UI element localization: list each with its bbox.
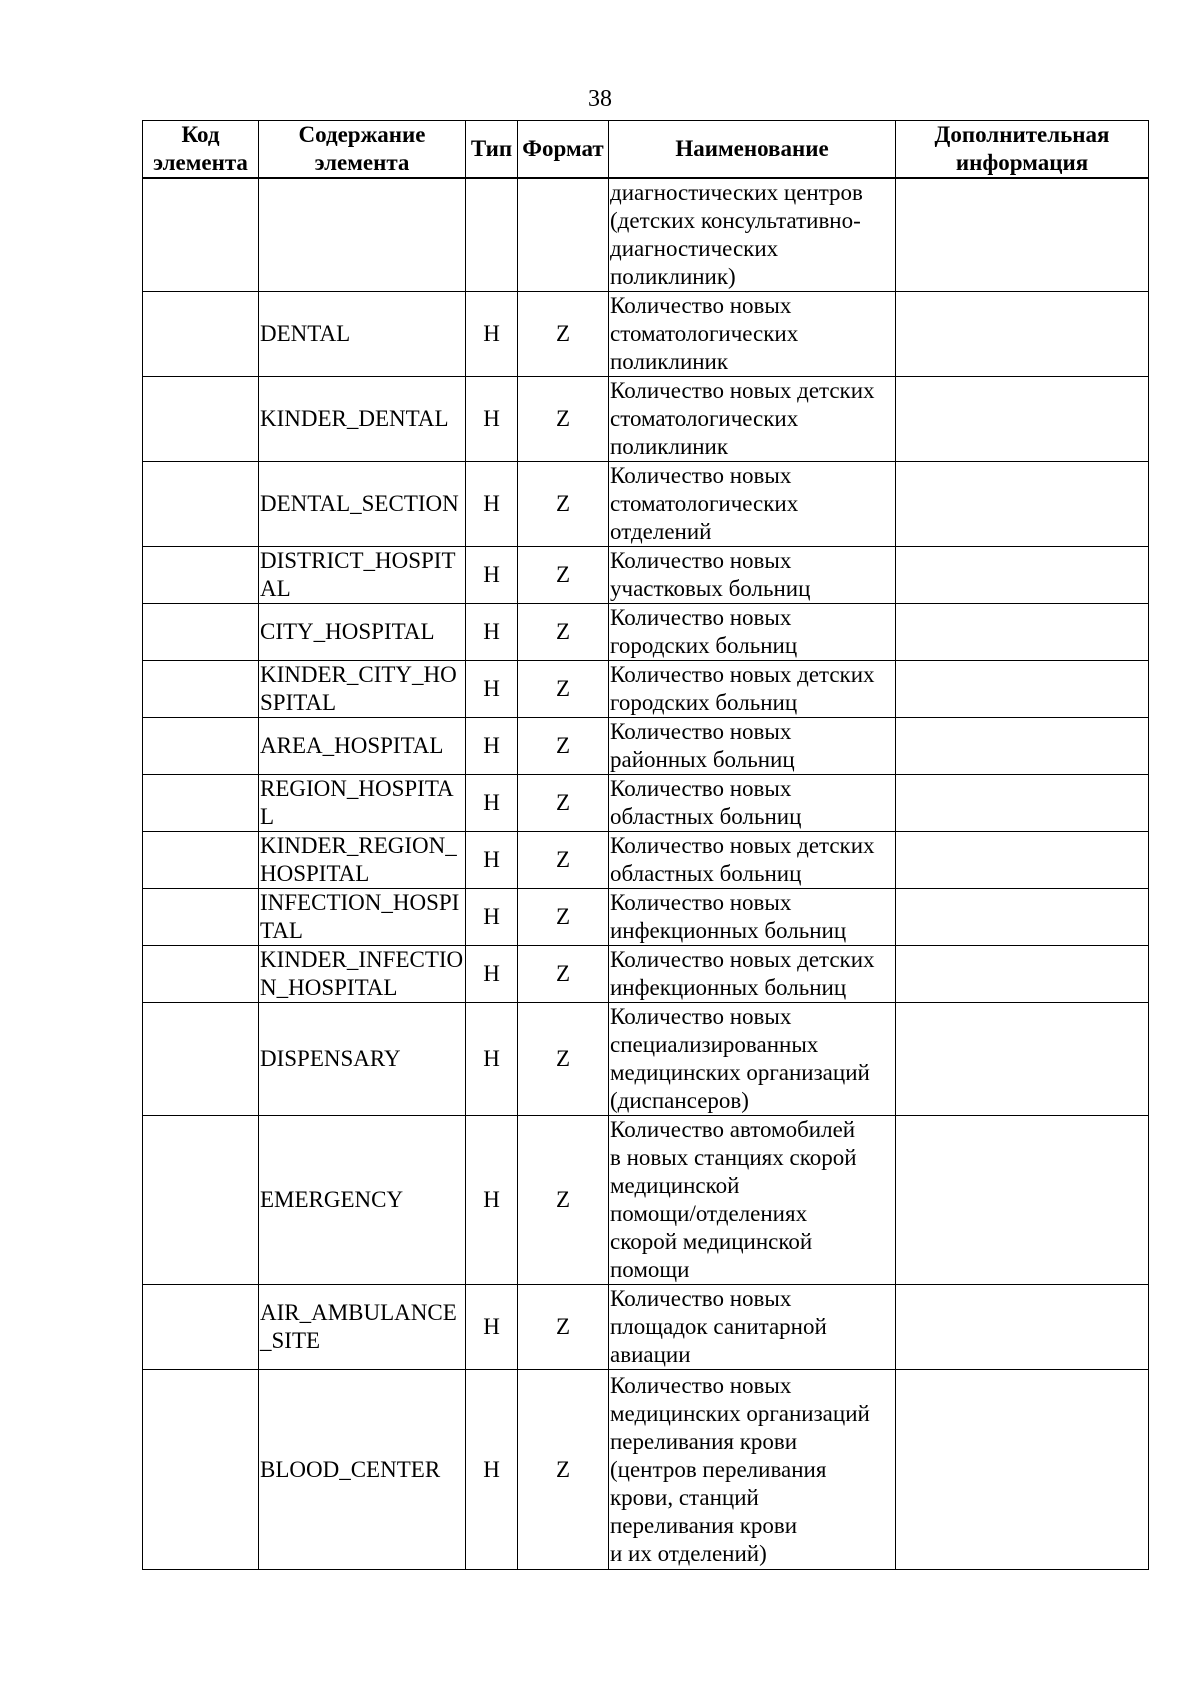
cell-content: DENTAL_SECTION — [259, 462, 466, 547]
cell-name — [609, 377, 896, 462]
cell-code — [143, 377, 259, 462]
cell-name-text: Количество новых стоматологических отделений — [610, 463, 799, 544]
header-extra: Дополнительная информация — [896, 121, 1149, 179]
cell-format: Z — [518, 1116, 609, 1285]
cell-name-text: Количество новых участковых больниц — [610, 548, 811, 601]
cell-code — [143, 178, 259, 292]
table-row — [143, 661, 1149, 718]
cell-extra — [896, 292, 1149, 377]
cell-code — [143, 832, 259, 889]
cell-type — [466, 178, 518, 292]
cell-type: H — [466, 1370, 518, 1570]
cell-name-text: Количество новых детских областных больниц — [610, 833, 875, 886]
cell-name-text: Количество автомобилей в новых станциях скорой медицинской помощи/отделениях скорой медицинской помощи — [610, 1117, 857, 1282]
cell-type: H — [466, 604, 518, 661]
cell-name-text: Количество новых городских больниц — [610, 605, 798, 658]
cell-format: Z — [518, 1285, 609, 1370]
cell-format — [518, 178, 609, 292]
cell-type: H — [466, 775, 518, 832]
cell-extra — [896, 462, 1149, 547]
cell-type: H — [466, 547, 518, 604]
header-code: Код элемента — [143, 121, 259, 179]
cell-code — [143, 718, 259, 775]
cell-name — [609, 946, 896, 1003]
cell-format: Z — [518, 832, 609, 889]
table-row — [143, 1003, 1149, 1116]
cell-name-text: Количество новых районных больниц — [610, 719, 795, 772]
cell-content: KINDER_CITY_HOSPITAL — [259, 661, 466, 718]
table-row — [143, 377, 1149, 462]
cell-name-text: Количество новых медицинских организаций переливания крови (центров переливания крови, станций переливания крови и их отделений) — [610, 1372, 870, 1566]
cell-type: H — [466, 661, 518, 718]
header-name: Наименование — [609, 121, 896, 179]
table-body — [143, 178, 1149, 1570]
cell-type: H — [466, 292, 518, 377]
cell-content: EMERGENCY — [259, 1116, 466, 1285]
cell-format: Z — [518, 604, 609, 661]
cell-type: H — [466, 1285, 518, 1370]
cell-code — [143, 604, 259, 661]
cell-extra — [896, 1370, 1149, 1570]
table-row — [143, 775, 1149, 832]
cell-name-text: Количество новых специализированных медицинских организаций (диспансеров) — [610, 1004, 870, 1113]
cell-name-text: Количество новых детских стоматологических поликлиник — [610, 378, 875, 459]
cell-format: Z — [518, 946, 609, 1003]
cell-name — [609, 718, 896, 775]
cell-name — [609, 775, 896, 832]
cell-type: H — [466, 377, 518, 462]
cell-name — [609, 889, 896, 946]
table-row — [143, 604, 1149, 661]
cell-type: H — [466, 462, 518, 547]
cell-name-text: Количество новых детских городских больниц — [610, 662, 875, 715]
table-row — [143, 718, 1149, 775]
cell-code — [143, 547, 259, 604]
table-row — [143, 1370, 1149, 1570]
cell-name — [609, 1116, 896, 1285]
cell-content: BLOOD_CENTER — [259, 1370, 466, 1570]
table-row — [143, 889, 1149, 946]
cell-format: Z — [518, 377, 609, 462]
cell-name-text: Количество новых детских инфекционных больниц — [610, 947, 875, 1000]
elements-table — [142, 120, 1149, 1570]
cell-extra — [896, 1116, 1149, 1285]
header-type: Тип — [466, 121, 518, 179]
cell-extra — [896, 775, 1149, 832]
cell-name-text: диагностических центров (детских консультативно- диагностических поликлиник) — [610, 180, 863, 289]
cell-name — [609, 661, 896, 718]
cell-extra — [896, 718, 1149, 775]
cell-content: KINDER_REGION_HOSPITAL — [259, 832, 466, 889]
table-row — [143, 1116, 1149, 1285]
table-row — [143, 832, 1149, 889]
header-content: Содержание элемента — [259, 121, 466, 179]
cell-format: Z — [518, 718, 609, 775]
table-row — [143, 292, 1149, 377]
cell-type: H — [466, 832, 518, 889]
cell-content: DENTAL — [259, 292, 466, 377]
cell-format: Z — [518, 775, 609, 832]
cell-format: Z — [518, 547, 609, 604]
cell-code — [143, 292, 259, 377]
cell-format: Z — [518, 1370, 609, 1570]
table-header-row — [143, 121, 1149, 179]
cell-name — [609, 462, 896, 547]
cell-type: H — [466, 889, 518, 946]
cell-type: H — [466, 1116, 518, 1285]
table-row — [143, 178, 1149, 292]
cell-code — [143, 946, 259, 1003]
cell-content: REGION_HOSPITAL — [259, 775, 466, 832]
cell-extra — [896, 661, 1149, 718]
cell-type: H — [466, 946, 518, 1003]
cell-name — [609, 178, 896, 292]
cell-extra — [896, 832, 1149, 889]
cell-extra — [896, 1285, 1149, 1370]
cell-name-text: Количество новых площадок санитарной авиации — [610, 1286, 827, 1367]
cell-name — [609, 604, 896, 661]
cell-code — [143, 661, 259, 718]
cell-format: Z — [518, 462, 609, 547]
cell-format: Z — [518, 889, 609, 946]
cell-content: INFECTION_HOSPITAL — [259, 889, 466, 946]
cell-format: Z — [518, 292, 609, 377]
cell-extra — [896, 946, 1149, 1003]
cell-content: DISTRICT_HOSPITAL — [259, 547, 466, 604]
cell-name-text: Количество новых областных больниц — [610, 776, 802, 829]
cell-code — [143, 1116, 259, 1285]
cell-content: DISPENSARY — [259, 1003, 466, 1116]
cell-name-text: Количество новых инфекционных больниц — [610, 890, 847, 943]
table-row — [143, 547, 1149, 604]
cell-extra — [896, 1003, 1149, 1116]
cell-name — [609, 1285, 896, 1370]
cell-type: H — [466, 1003, 518, 1116]
cell-extra — [896, 889, 1149, 946]
page-number: 38 — [588, 86, 612, 112]
cell-name — [609, 1003, 896, 1116]
cell-name — [609, 292, 896, 377]
cell-content — [259, 178, 466, 292]
cell-content: AIR_AMBULANCE_SITE — [259, 1285, 466, 1370]
cell-type: H — [466, 718, 518, 775]
cell-code — [143, 889, 259, 946]
cell-name-text: Количество новых стоматологических поликлиник — [610, 293, 799, 374]
cell-content: KINDER_INFECTION_HOSPITAL — [259, 946, 466, 1003]
cell-code — [143, 1285, 259, 1370]
cell-name — [609, 832, 896, 889]
table-row — [143, 946, 1149, 1003]
cell-code — [143, 1370, 259, 1570]
cell-content: CITY_HOSPITAL — [259, 604, 466, 661]
table-row — [143, 462, 1149, 547]
cell-content: AREA_HOSPITAL — [259, 718, 466, 775]
cell-code — [143, 462, 259, 547]
cell-extra — [896, 377, 1149, 462]
header-format: Формат — [518, 121, 609, 179]
cell-name — [609, 1370, 896, 1570]
cell-name — [609, 547, 896, 604]
cell-code — [143, 1003, 259, 1116]
cell-extra — [896, 547, 1149, 604]
cell-extra — [896, 178, 1149, 292]
cell-code — [143, 775, 259, 832]
table-row — [143, 1285, 1149, 1370]
cell-content: KINDER_DENTAL — [259, 377, 466, 462]
cell-format: Z — [518, 1003, 609, 1116]
cell-format: Z — [518, 661, 609, 718]
cell-extra — [896, 604, 1149, 661]
